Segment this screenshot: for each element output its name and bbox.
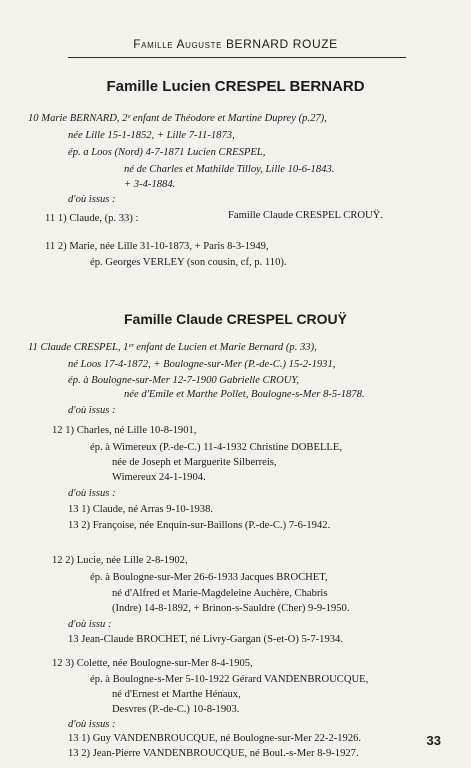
entry-line: né Loos 17-4-1872, + Boulogne-sur-Mer (P.-de-C.) 15-2-1931, <box>68 359 336 370</box>
entry-line: ép. à Wimereux (P.-de-C.) 11-4-1932 Christine DOBELLE, <box>90 442 343 453</box>
entry-line: 13 1) Guy VANDENBROUCQUE, né Boulogne-sur-Mer 22-2-1926. <box>68 733 362 744</box>
entry-line: né de Charles et Mathilde Tilloy, Lille 10-6-1843. <box>124 164 335 175</box>
entry-line: Desvres (P.-de-C.) 10-8-1903. <box>112 704 240 715</box>
entry-line: ép. ɑ Loos (Nord) 4-7-1871 Lucien CRESPEL, <box>68 147 266 158</box>
entry-line: ép. Georges VERLEY (son cousin, cf, p. 110). <box>90 257 287 268</box>
entry-line: d'où issus : <box>68 719 116 730</box>
entry-line: 12 1) Charles, né Lille 10-8-1901, <box>52 425 197 436</box>
entry-line: 11 1) Claude, (p. 33) : <box>45 213 139 224</box>
entry-line: 11 Claude CRESPEL, 1ᵉʳ enfant de Lucien et Marie Bernard (p. 33), <box>28 342 317 353</box>
entry-line: 11 2) Marie, née Lille 31-10-1873, + Paris 8-3-1949, <box>45 241 269 252</box>
entry-line: né d'Alfred et Marie-Magdeleine Auchère, Chabris <box>112 588 328 599</box>
entry-line: né d'Ernest et Marthe Hénaux, <box>112 689 241 700</box>
section-title-claude: Famille Claude CRESPEL CROUŸ <box>123 311 347 327</box>
entry-line: Wimereux 24-1-1904. <box>112 472 206 483</box>
section-title-lucien: Famille Lucien CRESPEL BERNARD <box>106 78 365 95</box>
entry-line: 12 3) Colette, née Boulogne-sur-Mer 8-4-1905, <box>52 658 253 669</box>
entry-line: d'où issu : <box>68 619 112 630</box>
entry-line: née d'Emile et Marthe Pollet, Boulogne-s-Mer 8-5-1878. <box>124 389 365 400</box>
running-header: Famille Auguste BERNARD ROUZE <box>133 37 338 51</box>
entry-line: ép. à Boulogne-sur-Mer 26-6-1933 Jacques BROCHET, <box>90 572 328 583</box>
entry-line: 12 2) Lucie, née Lille 2-8-1902, <box>52 555 188 566</box>
entry-line: 10 Marie BERNARD, 2ᵉ enfant de Théodore et Martine Duprey (p.27), <box>28 113 327 124</box>
entry-line: + 3-4-1884. <box>124 179 176 190</box>
header-rule <box>68 57 406 58</box>
entry-line: ép. à Boulogne-s-Mer 5-10-1922 Gérard VANDENBROUCQUE, <box>90 674 369 685</box>
entry-line: Famille Claude CRESPEL CROUŸ. <box>228 210 383 221</box>
entry-line: (Indre) 14-8-1892, + Brinon-s-Sauldre (Cher) 9-9-1950. <box>112 603 350 614</box>
entry-line: 13 1) Claude, né Arras 9-10-1938. <box>68 504 214 515</box>
entry-line: d'où issus : <box>68 488 116 499</box>
entry-line: née Lille 15-1-1852, + Lille 7-11-1873, <box>68 130 235 141</box>
entry-line: d'où issus : <box>68 405 116 416</box>
entry-line: ép. à Boulogne-sur-Mer 12-7-1900 Gabrielle CROUY, <box>68 375 299 386</box>
page-number: 33 <box>426 733 441 748</box>
entry-line: d'où issus : <box>68 194 116 205</box>
entry-line: 13 2) Françoise, née Enquin-sur-Baillons (P.-de-C.) 7-6-1942. <box>68 520 331 531</box>
entry-line: 13 2) Jean-Pierre VANDENBROUCQUE, né Boul.-s-Mer 8-9-1927. <box>68 748 359 759</box>
entry-line: née de Joseph et Marguerite Silberreis, <box>112 457 277 468</box>
entry-line: 13 Jean-Claude BROCHET, né Livry-Gargan (S-et-O) 5-7-1934. <box>68 634 343 645</box>
